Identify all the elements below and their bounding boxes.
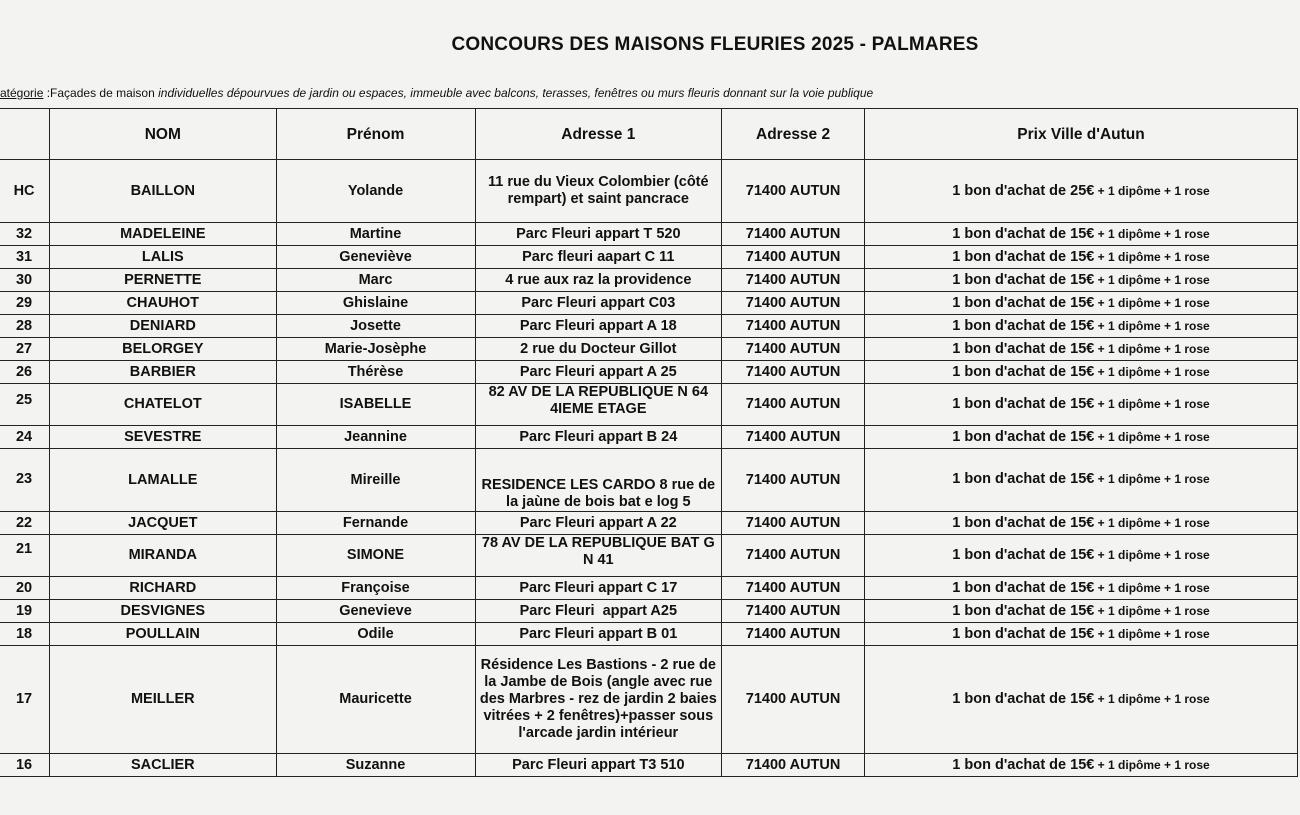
cell-nom: SACLIER <box>50 754 276 777</box>
cell-nom: BELORGEY <box>50 338 276 361</box>
prize-extra: + 1 dipôme + 1 rose <box>1094 295 1210 310</box>
cell-prix <box>865 535 1298 577</box>
cell-adresse1: Parc Fleuri appart A25 <box>475 600 722 623</box>
cell-rank: 27 <box>0 338 50 361</box>
cell-prix <box>865 512 1298 535</box>
prize-main: 1 bon d'achat de 15€ <box>952 625 1095 642</box>
cell-rank: 19 <box>0 600 50 623</box>
prize-extra: + 1 dipôme + 1 rose <box>1094 603 1210 618</box>
prize-main: 1 bon d'achat de 15€ <box>952 428 1095 445</box>
prize-main: 1 bon d'achat de 15€ <box>952 271 1095 288</box>
cell-adresse2: 71400 AUTUN <box>722 449 865 512</box>
table-row <box>0 160 1298 223</box>
cell-adresse1: Parc Fleuri appart B 24 <box>475 426 722 449</box>
cell-adresse1: RESIDENCE LES CARDO 8 rue de la jaùne de bois bat e log 5 <box>475 449 722 512</box>
table-row <box>0 600 1298 623</box>
cell-rank: 22 <box>0 512 50 535</box>
prize-extra: + 1 dipôme + 1 rose <box>1094 429 1210 444</box>
prize-main: 1 bon d'achat de 15€ <box>952 225 1095 242</box>
table-row <box>0 426 1298 449</box>
cell-prix <box>865 754 1298 777</box>
prize-main: 1 bon d'achat de 15€ <box>952 602 1095 619</box>
table-row <box>0 623 1298 646</box>
cell-prix <box>865 577 1298 600</box>
cell-prenom: Geneviève <box>276 246 475 269</box>
prize-extra: + 1 dipôme + 1 rose <box>1094 341 1210 356</box>
cell-adresse2: 71400 AUTUN <box>722 223 865 246</box>
cell-adresse1: 11 rue du Vieux Colombier (côté rempart) et saint pancrace <box>475 160 722 223</box>
prize-extra: + 1 dipôme + 1 rose <box>1094 692 1210 706</box>
prize-extra: + 1 dipôme + 1 rose <box>1094 272 1210 287</box>
cell-prenom: Martine <box>276 223 475 246</box>
cell-prix <box>865 223 1298 246</box>
cell-adresse2: 71400 AUTUN <box>722 338 865 361</box>
table-row <box>0 338 1298 361</box>
cell-adresse1: Parc Fleuri appart T 520 <box>475 223 722 246</box>
prize-main: 1 bon d'achat de 15€ <box>952 294 1095 311</box>
cell-adresse2: 71400 AUTUN <box>722 384 865 426</box>
table-row <box>0 646 1298 754</box>
cell-prix <box>865 600 1298 623</box>
table-row <box>0 361 1298 384</box>
cell-nom: DESVIGNES <box>50 600 276 623</box>
cell-rank: 32 <box>0 223 50 246</box>
cell-prenom: Yolande <box>276 160 475 223</box>
prize-main: 1 bon d'achat de 15€ <box>952 579 1095 596</box>
cell-prix <box>865 292 1298 315</box>
palmares-table <box>0 108 1298 777</box>
cell-nom: BARBIER <box>50 361 276 384</box>
cell-adresse2: 71400 AUTUN <box>722 646 865 754</box>
cell-prenom: Marc <box>276 269 475 292</box>
cell-adresse2: 71400 AUTUN <box>722 623 865 646</box>
cell-prix <box>865 160 1298 223</box>
cell-prenom: Fernande <box>276 512 475 535</box>
cell-adresse2: 71400 AUTUN <box>722 292 865 315</box>
cell-nom: JACQUET <box>50 512 276 535</box>
prize-extra: + 1 dipôme + 1 rose <box>1094 626 1210 641</box>
header-prix: Prix Ville d'Autun <box>865 109 1298 160</box>
cell-rank: 29 <box>0 292 50 315</box>
cell-rank: 31 <box>0 246 50 269</box>
cell-prenom: Jeannine <box>276 426 475 449</box>
cell-rank: HC <box>0 160 50 223</box>
cell-adresse1: 2 rue du Docteur Gillot <box>475 338 722 361</box>
prize-extra: + 1 dipôme + 1 rose <box>1094 472 1210 486</box>
table-row <box>0 754 1298 777</box>
prize-extra: + 1 dipôme + 1 rose <box>1094 757 1210 772</box>
prize-extra: + 1 dipôme + 1 rose <box>1094 318 1210 333</box>
cell-adresse2: 71400 AUTUN <box>722 577 865 600</box>
cell-adresse2: 71400 AUTUN <box>722 269 865 292</box>
cell-nom: MEILLER <box>50 646 276 754</box>
cell-prenom: Thérèse <box>276 361 475 384</box>
cell-rank: 24 <box>0 426 50 449</box>
cell-rank: 21 <box>0 535 50 577</box>
cell-adresse2: 71400 AUTUN <box>722 754 865 777</box>
table-header-row <box>0 109 1298 160</box>
table-row <box>0 223 1298 246</box>
prize-main: 1 bon d'achat de 15€ <box>952 396 1095 412</box>
page-title: CONCOURS DES MAISONS FLEURIES 2025 - PALMARES <box>451 34 979 55</box>
cell-rank: 28 <box>0 315 50 338</box>
cell-rank: 17 <box>0 646 50 754</box>
table-row <box>0 449 1298 512</box>
cell-nom: BAILLON <box>50 160 276 223</box>
cell-rank: 26 <box>0 361 50 384</box>
cell-adresse1: Parc Fleuri appart C 17 <box>475 577 722 600</box>
cell-prenom: Genevieve <box>276 600 475 623</box>
category-text: :Façades de maison <box>43 86 159 100</box>
cell-prenom: SIMONE <box>276 535 475 577</box>
cell-adresse1: Parc Fleuri appart A 22 <box>475 512 722 535</box>
cell-prenom: Ghislaine <box>276 292 475 315</box>
cell-nom: CHATELOT <box>50 384 276 426</box>
cell-nom: LAMALLE <box>50 449 276 512</box>
prize-main: 1 bon d'achat de 15€ <box>952 471 1095 487</box>
cell-adresse2: 71400 AUTUN <box>722 361 865 384</box>
cell-prix <box>865 246 1298 269</box>
header-prenom: Prénom <box>276 109 475 160</box>
cell-adresse1: Parc Fleuri appart A 18 <box>475 315 722 338</box>
cell-adresse2: 71400 AUTUN <box>722 315 865 338</box>
cell-prenom: Josette <box>276 315 475 338</box>
table-row <box>0 512 1298 535</box>
cell-adresse1: 82 AV DE LA REPUBLIQUE N 64 4IEME ETAGE <box>475 384 722 426</box>
cell-prenom: Odile <box>276 623 475 646</box>
prize-extra: + 1 dipôme + 1 rose <box>1094 515 1210 530</box>
prize-extra: + 1 dipôme + 1 rose <box>1094 397 1210 411</box>
category-label: atégorie <box>0 86 44 100</box>
cell-prix <box>865 646 1298 754</box>
table-row <box>0 535 1298 577</box>
table-row <box>0 246 1298 269</box>
cell-prenom: Françoise <box>276 577 475 600</box>
cell-rank: 23 <box>0 449 50 512</box>
cell-adresse2: 71400 AUTUN <box>722 600 865 623</box>
cell-nom: DENIARD <box>50 315 276 338</box>
cell-rank: 20 <box>0 577 50 600</box>
cell-prenom: Mireille <box>276 449 475 512</box>
cell-prix <box>865 623 1298 646</box>
prize-main: 1 bon d'achat de 15€ <box>952 340 1095 357</box>
table-row <box>0 577 1298 600</box>
cell-nom: SEVESTRE <box>50 426 276 449</box>
cell-adresse2: 71400 AUTUN <box>722 535 865 577</box>
prize-extra: + 1 dipôme + 1 rose <box>1094 183 1210 198</box>
cell-rank: 16 <box>0 754 50 777</box>
prize-main: 1 bon d'achat de 15€ <box>952 317 1095 334</box>
prize-main: 1 bon d'achat de 15€ <box>952 363 1095 380</box>
cell-prix <box>865 449 1298 512</box>
cell-adresse2: 71400 AUTUN <box>722 512 865 535</box>
cell-rank: 30 <box>0 269 50 292</box>
header-adresse2: Adresse 2 <box>722 109 865 160</box>
category-text-italic: individuelles dépourvues de jardin ou espaces, immeuble avec balcons, terasses, fenêtres ou murs fleuris donnant sur la voie publique <box>158 86 874 100</box>
prize-main: 1 bon d'achat de 25€ <box>952 182 1095 199</box>
cell-prix <box>865 338 1298 361</box>
cell-adresse1: Parc Fleuri appart T3 510 <box>475 754 722 777</box>
cell-adresse1: 4 rue aux raz la providence <box>475 269 722 292</box>
cell-nom: POULLAIN <box>50 623 276 646</box>
cell-adresse1: Parc fleuri aapart C 11 <box>475 246 722 269</box>
prize-extra: + 1 dipôme + 1 rose <box>1094 580 1210 595</box>
cell-nom: LALIS <box>50 246 276 269</box>
prize-main: 1 bon d'achat de 15€ <box>952 756 1095 773</box>
cell-nom: MIRANDA <box>50 535 276 577</box>
cell-adresse1: Parc Fleuri appart B 01 <box>475 623 722 646</box>
cell-prenom: Suzanne <box>276 754 475 777</box>
cell-prix <box>865 269 1298 292</box>
table-row <box>0 315 1298 338</box>
cell-adresse2: 71400 AUTUN <box>722 160 865 223</box>
cell-nom: CHAUHOT <box>50 292 276 315</box>
cell-rank: 18 <box>0 623 50 646</box>
table-row <box>0 269 1298 292</box>
cell-prenom: Marie-Josèphe <box>276 338 475 361</box>
cell-adresse1: Parc Fleuri appart C03 <box>475 292 722 315</box>
cell-nom: MADELEINE <box>50 223 276 246</box>
prize-extra: + 1 dipôme + 1 rose <box>1094 548 1210 562</box>
cell-prix <box>865 315 1298 338</box>
header-nom: NOM <box>50 109 276 160</box>
table-row <box>0 292 1298 315</box>
cell-nom: PERNETTE <box>50 269 276 292</box>
cell-prix <box>865 384 1298 426</box>
prize-main: 1 bon d'achat de 15€ <box>952 547 1095 563</box>
category-line <box>0 86 873 100</box>
prize-main: 1 bon d'achat de 15€ <box>952 248 1095 265</box>
cell-nom: RICHARD <box>50 577 276 600</box>
cell-rank: 25 <box>0 384 50 426</box>
cell-adresse1: Résidence Les Bastions - 2 rue de la Jambe de Bois (angle avec rue des Marbres - rez de jardin 2 baies vitrées + 2 fenêtres)+passer sous l'arcade jardin intérieur <box>475 646 722 754</box>
header-rank <box>0 109 50 160</box>
cell-adresse2: 71400 AUTUN <box>722 426 865 449</box>
cell-prix <box>865 361 1298 384</box>
cell-prenom: ISABELLE <box>276 384 475 426</box>
prize-extra: + 1 dipôme + 1 rose <box>1094 364 1210 379</box>
table-row <box>0 384 1298 426</box>
prize-extra: + 1 dipôme + 1 rose <box>1094 226 1210 241</box>
prize-main: 1 bon d'achat de 15€ <box>952 514 1095 531</box>
cell-prenom: Mauricette <box>276 646 475 754</box>
cell-prix <box>865 426 1298 449</box>
prize-main: 1 bon d'achat de 15€ <box>952 691 1095 707</box>
cell-adresse1: Parc Fleuri appart A 25 <box>475 361 722 384</box>
prize-extra: + 1 dipôme + 1 rose <box>1094 249 1210 264</box>
header-adresse1: Adresse 1 <box>475 109 722 160</box>
cell-adresse2: 71400 AUTUN <box>722 246 865 269</box>
cell-adresse1: 78 AV DE LA REPUBLIQUE BAT G N 41 <box>475 535 722 577</box>
